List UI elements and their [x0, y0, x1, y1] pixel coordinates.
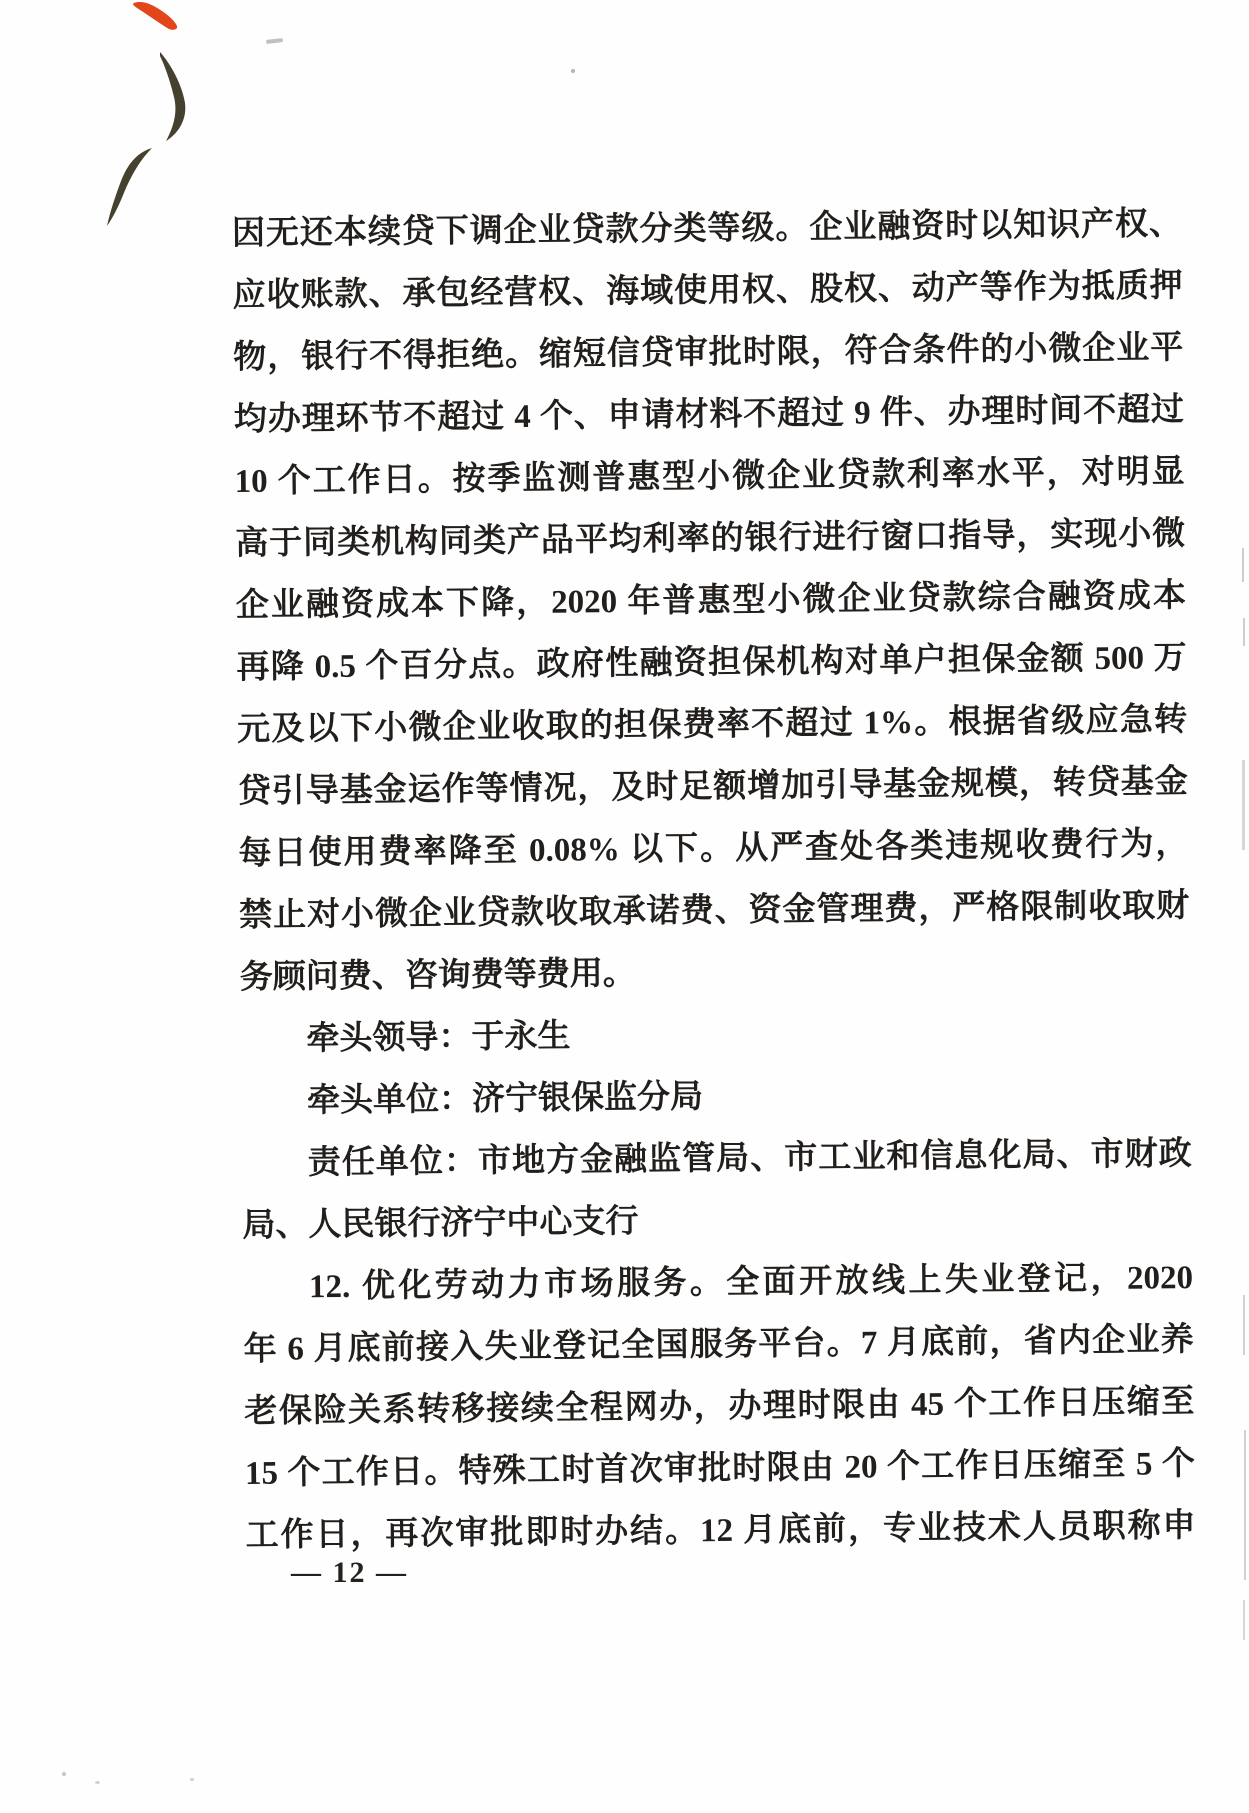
scan-edge-artifact [1242, 760, 1245, 850]
item-12-title: 12. 优化劳动力市场服务。 [308, 1264, 727, 1306]
item-12-text: 全面开放线上失业登记，2020 [726, 1260, 1194, 1301]
page-number: — 12 — [291, 1556, 408, 1589]
document-body [232, 193, 1196, 1567]
scan-speckle [190, 1778, 194, 1781]
paragraph-line: 贷引导基金运作等情况，及时足额增加引导基金规模，转贷基金 [237, 764, 1188, 811]
item-12-line: 15 个工作日。特殊工时首次审批时限由 20 个工作日压缩至 5 个 [244, 1446, 1196, 1492]
lead-leader-line: 牵头领导：于永生 [306, 1018, 571, 1058]
responsible-units-line: 责任单位：市地方金融监管局、市工业和信息化局、市财政 [307, 1136, 1192, 1182]
paragraph-line: 10 个工作日。按季监测普惠型小微企业贷款利率水平，对明显 [234, 454, 1185, 501]
red-pen-stroke [133, 2, 177, 30]
lead-unit-line: 牵头单位：济宁银保监分局 [306, 1079, 704, 1120]
paragraph-line: 每日使用费率降至 0.08% 以下。从严查处各类违规收费行为， [238, 826, 1189, 873]
item-12-line: 工作日，再次审批即时办结。12 月底前，专业技术人员职称申 [245, 1508, 1196, 1554]
item-12-first-line [243, 1247, 1194, 1319]
scan-speckle [95, 1781, 100, 1784]
paragraph-line: 禁止对小微企业贷款收取承诺费、资金管理费，严格限制收取财 [238, 888, 1190, 934]
scan-speckle [571, 69, 575, 73]
paragraph-line: 再降 0.5 个百分点。政府性融资担保机构对单户担保金额 500 万 [236, 640, 1187, 687]
corner-ink-marks [90, 0, 220, 240]
scan-dash-artifact [266, 38, 283, 44]
scan-edge-artifact [1244, 1430, 1246, 1580]
scan-edge-artifact [1242, 548, 1244, 582]
paragraph-line: 物，银行不得拒绝。缩短信贷审批时限，符合条件的小微企业平 [233, 330, 1184, 377]
responsible-units-line: 局、人民银行济宁中心支行 [242, 1203, 639, 1244]
scan-speckle [62, 1772, 66, 1776]
paragraph-line: 务顾问费、咨询费等费用。 [239, 955, 636, 996]
item-12-line: 老保险关系转移接续全程网办，办理时限由 45 个工作日压缩至 [244, 1384, 1195, 1430]
item-12-line: 年 6 月底前接入失业登记全国服务平台。7 月底前，省内企业养 [243, 1322, 1194, 1368]
paragraph-line: 元及以下小微企业收取的担保费率不超过 1%。根据省级应急转 [236, 702, 1188, 749]
brush-stroke-lower [107, 148, 152, 226]
scan-edge-artifact [1243, 1600, 1245, 1640]
paragraph-line: 因无还本续贷下调企业贷款分类等级。企业融资时以知识产权、 [231, 206, 1183, 253]
brush-stroke-upper [160, 52, 185, 141]
scan-edge-artifact [1243, 618, 1245, 646]
paragraph-line: 应收账款、承包经营权、海域使用权、股权、动产等作为抵质押 [232, 268, 1183, 315]
paragraph-line: 高于同类机构同类产品平均利率的银行进行窗口指导，实现小微 [235, 516, 1186, 563]
scan-edge-artifact [1243, 1295, 1245, 1355]
paragraph-line: 均办理环节不超过 4 个、申请材料不超过 9 件、办理时间不超过 [233, 392, 1185, 439]
paragraph-line: 企业融资成本下降，2020 年普惠型小微企业贷款综合融资成本 [235, 578, 1187, 625]
